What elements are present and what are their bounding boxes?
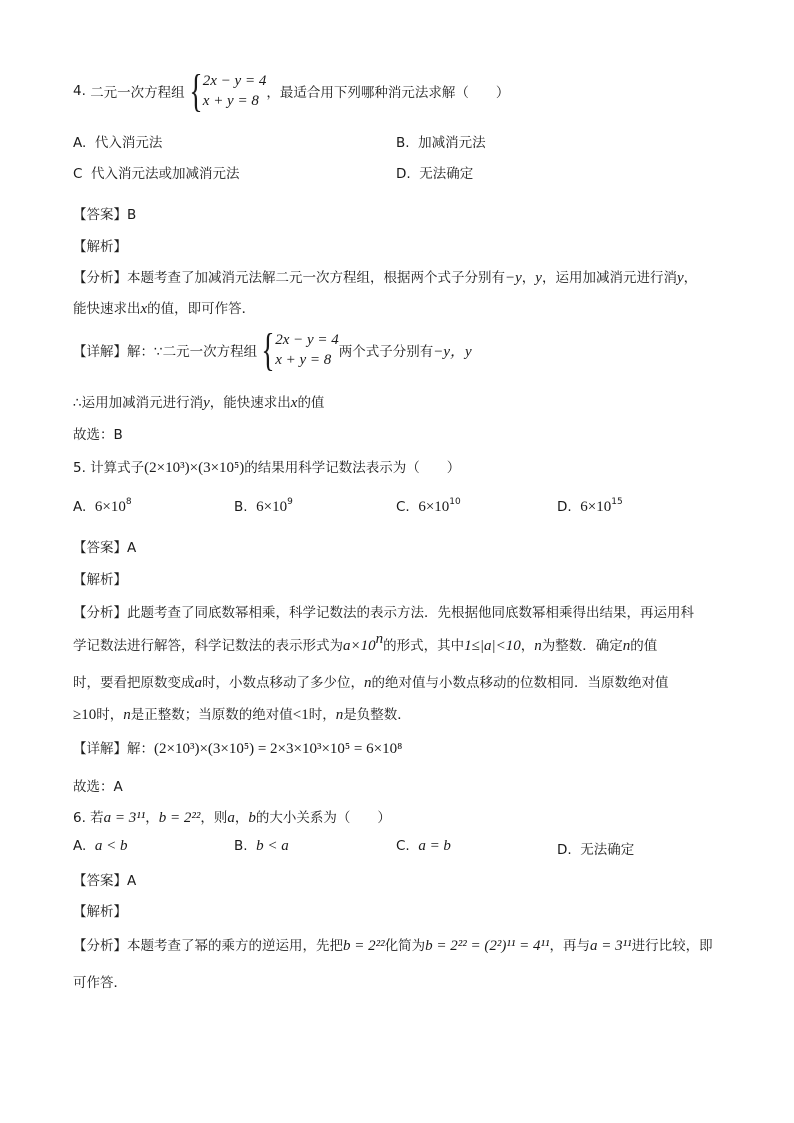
q5-analysis-line2 [73,631,658,655]
option-text: a = b [418,838,451,854]
math: n [364,675,372,691]
q4-eq1: 2x − y = 4 [202,73,267,89]
text: ， [520,638,535,654]
option-text: 无法确定 [419,166,474,182]
math: x [140,301,148,317]
q5-option-b [234,499,293,516]
q4-stem [73,65,510,116]
text: 两个式子分别有 [338,344,434,360]
option-label: A. [73,499,87,515]
math: b = 2²² [343,938,385,954]
q5-option-a [73,499,132,516]
q4-eq2: x + y = 8 [202,93,259,109]
detail-eq2: x + y = 8 [275,352,332,368]
math: y [203,395,210,411]
q5-analysis-line3 [73,671,669,692]
option-label: B. [396,135,410,151]
q5-choose: 故选：A [73,779,123,795]
option-base: 6×10 [256,499,288,515]
text: 【详解】解： [73,741,154,757]
text: 【分析】本题考查了幂的乘方的逆运用，先把 [73,938,343,954]
math: n [622,638,631,654]
text: 是负整数． [343,707,411,723]
option-label: A. [73,135,87,151]
text: 的值 [630,638,658,654]
q6-option-d [557,838,634,858]
option-text: 无法确定 [580,842,635,858]
text: 5. 计算式子 [73,460,145,476]
q4-analysis-line2 [73,297,255,318]
text: 是正整数；当原数的绝对值 [130,707,293,723]
q5-jiexi: 【解析】 [73,572,127,588]
text: ，能快速求出 [209,395,291,411]
math: a = 3¹¹ [103,810,146,826]
q5-stem [73,456,460,477]
text: 6. 若 [73,810,104,826]
q5-answer: 【答案】A [73,540,137,556]
math: a [194,675,202,691]
text: ，则 [200,810,228,826]
math: a = 3¹¹ [589,938,632,954]
math: a [227,810,235,826]
math: b = 2²² [158,810,201,826]
math: −y，y [433,343,472,360]
math: (2×10³)×(3×10⁵) [144,460,245,476]
text: 的形式，其中 [383,638,465,654]
text: 时， [308,707,336,723]
text: 的值 [297,395,325,411]
option-exp: 9 [287,497,293,507]
math: −y [505,270,522,286]
text: 为整数．确定 [541,638,623,654]
option-base: 6×10 [94,499,126,515]
option-label: A. [73,838,87,854]
q4-suffix: ，最适合用下列哪种消元法求解（ ） [266,85,510,101]
math: <1 [292,707,309,723]
option-exp: 8 [125,497,132,507]
q5-analysis-line4 [73,703,411,724]
option-text: 代入消元法 [94,135,163,151]
q6-analysis-line1 [73,934,713,955]
option-label: D. [557,499,572,515]
text: ， [234,810,249,826]
math: y [535,270,542,286]
q5-detail [73,737,402,758]
math: b = 2²² = (2²)¹¹ = 4¹¹ [425,938,550,954]
math: 1≤|a|<10 [464,638,521,654]
option-exp: 10 [449,497,461,507]
option-label: C. [396,838,410,854]
math: n [335,707,344,723]
text: 时，要看把原数变成 [73,675,195,691]
q4-equation-system [185,65,267,116]
text: 的值，即可作答． [147,301,256,317]
option-label: C [73,166,83,182]
q4-option-d [396,162,473,182]
option-label: B. [234,838,248,854]
option-text: 代入消元法或加减消元法 [91,166,240,182]
q6-option-c [396,838,451,855]
q4-answer: 【答案】B [73,207,137,223]
option-label: B. [234,499,248,515]
option-label: C. [396,499,410,515]
math: ≥10 [73,707,97,723]
math: n [375,631,384,647]
q6-stem [73,806,391,827]
text: 进行比较，即 [631,938,713,954]
text: 【分析】本题考查了加减消元法解二元一次方程组，根据两个式子分别有 [73,270,505,286]
q5-analysis-line1: 【分析】此题考查了同底数幂相乘，科学记数法的表示方法．先根据他同底数幂相乘得出结果，再运用科 [73,605,694,621]
math: y [676,270,684,286]
math: n [123,707,131,723]
q5-option-c [396,499,461,516]
q4-analysis-line1 [73,266,697,287]
option-text: 加减消元法 [418,135,486,151]
q6-analysis-line2: 可作答． [73,975,127,991]
text: ∴运用加减消元进行消 [73,395,204,411]
text: ，再与 [549,938,590,954]
q4-choose: 故选：B [73,427,123,443]
option-text: a < b [94,838,128,854]
q5-option-d [557,499,623,516]
q4-option-a [73,131,162,151]
q4-number: 4. [73,83,86,99]
text: 的大小关系为（ ） [255,810,391,826]
text: 的绝对值与小数点移动的位数相同．当原数绝对值 [371,675,669,691]
math: b [248,810,256,826]
text: 【详解】解：∵二元一次方程组 [73,344,258,360]
detail-eq1: 2x − y = 4 [275,332,339,348]
brace-icon: { [189,65,203,116]
option-base: 6×10 [580,499,612,515]
option-label: D. [396,166,411,182]
math: (2×10³)×(3×10⁵) = 2×3×10³×10⁵ = 6×10⁸ [154,741,403,757]
text: 时，小数点移动了多少位， [202,675,364,691]
text: ， [521,270,536,286]
option-label: D. [557,842,572,858]
brace-icon: { [261,324,275,375]
q4-therefore [73,391,324,412]
math: x [290,395,298,411]
q4-prefix: 二元一次方程组 [90,85,185,101]
text: 学记数法进行解答，科学记数法的表示形式为 [73,638,343,654]
text: 能快速求出 [73,301,141,317]
q6-answer: 【答案】A [73,873,137,889]
q6-option-a [73,838,128,855]
q4-detail [73,324,472,375]
option-exp: 15 [611,497,623,507]
q4-detail-equation-system [257,324,339,375]
text: ，运用加减消元进行消 [541,270,677,286]
text: 化简为 [384,938,426,954]
text: ， [683,270,698,286]
math: n [534,638,542,654]
q4-option-c [73,162,240,182]
q6-jiexi: 【解析】 [73,904,127,920]
q4-jiexi: 【解析】 [73,239,127,255]
text: 时， [96,707,124,723]
option-base: 6×10 [418,499,450,515]
text: ， [145,810,159,826]
text: 的结果用科学记数法表示为（ ） [244,460,461,476]
math: a×10 [343,638,376,654]
q6-option-b [234,838,289,855]
option-text: b < a [256,838,289,854]
q4-option-b [396,131,486,151]
